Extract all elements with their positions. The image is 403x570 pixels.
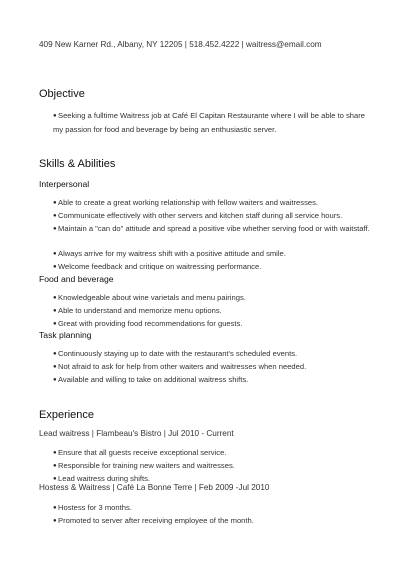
skill-group-interpersonal-title: Interpersonal xyxy=(39,179,90,189)
experience-heading: Experience xyxy=(39,409,95,421)
bullet-icon: ● xyxy=(53,213,57,219)
list-item: ●Continuously staying up to date with the restaurant's scheduled events. xyxy=(53,348,373,361)
bullet-icon: ● xyxy=(53,463,57,469)
job-title: Lead waitress | Flambeau's Bistro | Jul 2010 - Current xyxy=(39,429,234,438)
list-item: ●Maintain a "can do" attitude and spread a positive vibe whether serving food or with waitstaff. xyxy=(53,223,373,236)
list-item: ●Able to create a great working relationship with fellow waiters and waitresses. xyxy=(53,197,373,210)
list-item: ●Promoted to server after receiving employee of the month. xyxy=(53,515,373,528)
objective-heading: Objective xyxy=(39,88,85,100)
list-item: ●Able to understand and memorize menu options. xyxy=(53,305,373,318)
list-item: ●Knowledgeable about wine varietals and menu pairings. xyxy=(53,292,373,305)
bullet-icon: ● xyxy=(53,476,57,482)
skills-heading: Skills & Abilities xyxy=(39,158,116,170)
bullet-icon: ● xyxy=(53,251,57,257)
list-item: ●Welcome feedback and critique on waitressing performance. xyxy=(53,261,373,274)
bullet-icon: ● xyxy=(53,295,57,301)
bullet-icon: ● xyxy=(53,321,57,327)
list-item: ●Ensure that all guests receive exceptional service. xyxy=(53,447,373,460)
list-item: ●Responsible for training new waiters and waitresses. xyxy=(53,460,373,473)
job-title: Hostess & Waitress | Café La Bonne Terre | Feb 2009 -Jul 2010 xyxy=(39,483,270,492)
list-item: ●Lead waitress during shifts. xyxy=(53,473,373,486)
skill-group-task-title: Task planning xyxy=(39,330,92,340)
list-item: ●Communicate effectively with other servers and kitchen staff during all service hours. xyxy=(53,210,373,223)
bullet-icon: ● xyxy=(53,450,57,456)
bullet-icon: ● xyxy=(53,200,57,206)
list-item: ●Always arrive for my waitress shift with a positive attitude and smile. xyxy=(53,248,373,261)
bullet-icon: ● xyxy=(53,308,57,314)
bullet-icon: ● xyxy=(53,351,57,357)
objective-text: ●Seeking a fulltime Waitress job at Café El Capitan Restaurante where I will be able to share my passion for food and beverage by being an enthusiastic server. xyxy=(53,111,365,134)
bullet-icon: ● xyxy=(53,518,57,524)
bullet-icon: ● xyxy=(53,113,57,119)
skill-group-food-title: Food and beverage xyxy=(39,274,114,284)
bullet-icon: ● xyxy=(53,364,57,370)
list-item: ●Hostess for 3 months. xyxy=(53,502,373,515)
list-item: ●Great with providing food recommendations for guests. xyxy=(53,318,373,331)
list-item: ●Available and willing to take on additional waitress shifts. xyxy=(53,374,373,387)
bullet-icon: ● xyxy=(53,377,57,383)
bullet-icon: ● xyxy=(53,264,57,270)
contact-line: 409 New Karner Rd., Albany, NY 12205 | 518.452.4222 | waitress@email.com xyxy=(39,40,322,49)
bullet-icon: ● xyxy=(53,505,57,511)
bullet-icon: ● xyxy=(53,226,57,232)
list-item: ●Not afraid to ask for help from other waiters and waitresses when needed. xyxy=(53,361,373,374)
